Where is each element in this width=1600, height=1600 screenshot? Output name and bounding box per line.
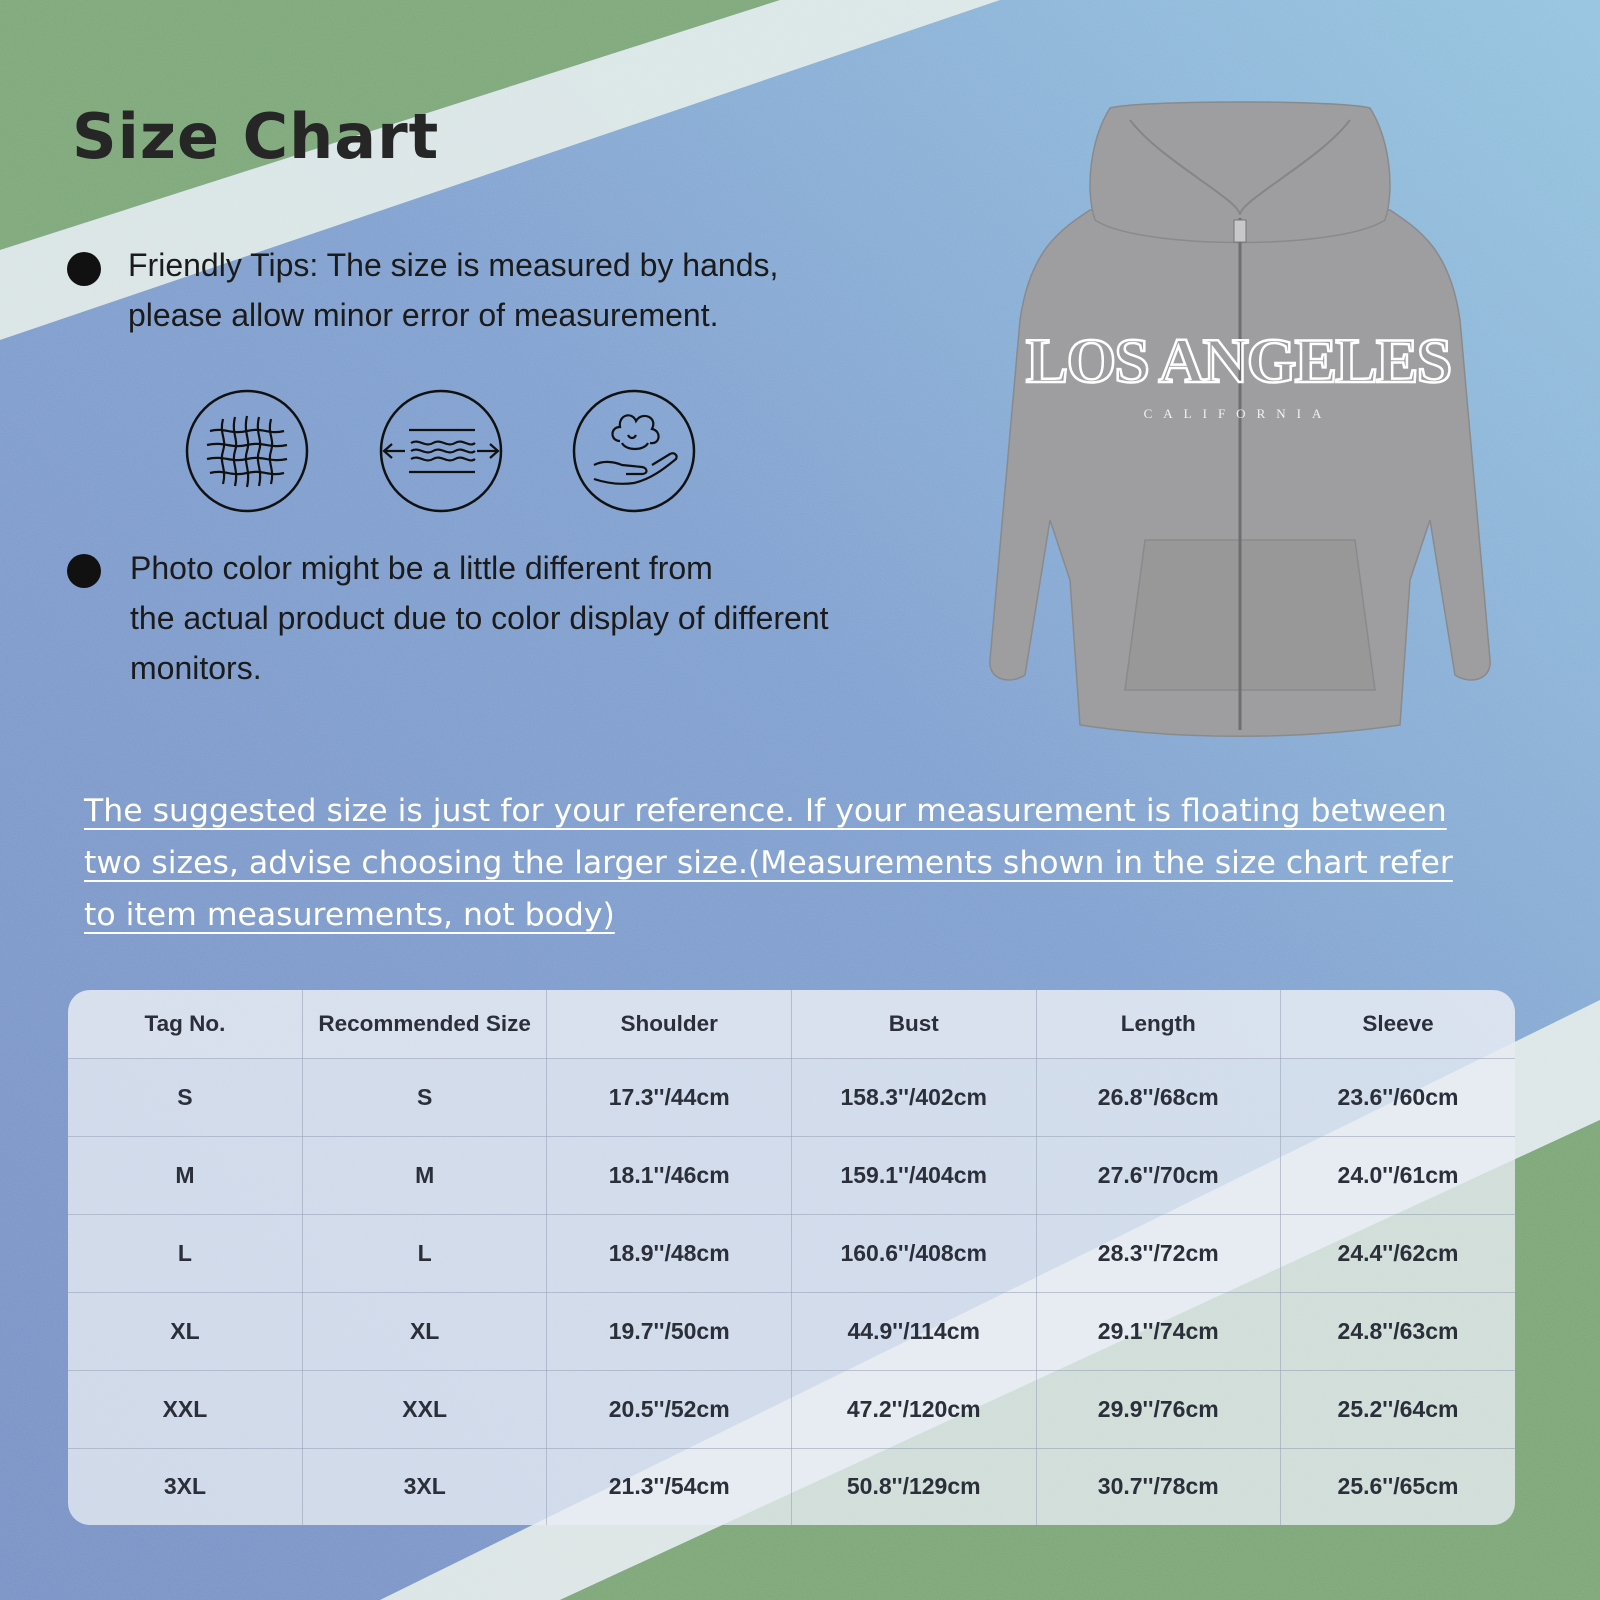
- table-cell: XL: [302, 1292, 547, 1370]
- table-cell: 23.6''/60cm: [1281, 1059, 1515, 1137]
- table-row: [68, 1059, 1515, 1137]
- table-cell: 158.3''/402cm: [791, 1059, 1036, 1137]
- table-cell: XXL: [302, 1370, 547, 1448]
- table-cell: 24.4''/62cm: [1281, 1214, 1515, 1292]
- table-cell: S: [302, 1059, 547, 1137]
- table-cell: 50.8''/129cm: [791, 1448, 1036, 1525]
- table-header-row: [68, 990, 1515, 1059]
- table-cell: 47.2''/120cm: [791, 1370, 1036, 1448]
- table-cell: 160.6''/408cm: [791, 1214, 1036, 1292]
- size-table: [68, 990, 1515, 1525]
- table-cell: M: [68, 1136, 302, 1214]
- table-cell: 3XL: [302, 1448, 547, 1525]
- tip-line: the actual product due to color display of different: [130, 600, 829, 636]
- table-cell: 20.5''/52cm: [547, 1370, 792, 1448]
- table-row: [68, 1292, 1515, 1370]
- hoodie-print-text: LOS ANGELES: [1025, 325, 1451, 396]
- table-cell: S: [68, 1059, 302, 1137]
- table-cell: 3XL: [68, 1448, 302, 1525]
- table-cell: 28.3''/72cm: [1036, 1214, 1281, 1292]
- header-tag-no: Tag No.: [68, 990, 302, 1059]
- tip-measurement: [128, 240, 778, 340]
- tip-line: please allow minor error of measurement.: [128, 297, 719, 333]
- table-cell: 17.3''/44cm: [547, 1059, 792, 1137]
- hoodie-print-subtext: CALIFORNIA: [1143, 406, 1333, 421]
- table-row: [68, 1370, 1515, 1448]
- table-cell: 24.8''/63cm: [1281, 1292, 1515, 1370]
- table-cell: 18.9''/48cm: [547, 1214, 792, 1292]
- table-cell: L: [68, 1214, 302, 1292]
- note-line: The suggested size is just for your reference. If your measurement is floating between: [84, 793, 1447, 829]
- table-cell: 159.1''/404cm: [791, 1136, 1036, 1214]
- stretch-icon: [379, 389, 503, 513]
- tip-line: Friendly Tips: The size is measured by hands,: [128, 247, 779, 283]
- table-cell: 27.6''/70cm: [1036, 1136, 1281, 1214]
- table-cell: 26.8''/68cm: [1036, 1059, 1281, 1137]
- tip-photo-color: [130, 543, 829, 693]
- table-cell: 21.3''/54cm: [547, 1448, 792, 1525]
- note-line: two sizes, advise choosing the larger size.(Measurements shown in the size chart refer: [84, 845, 1453, 881]
- table-cell: 25.6''/65cm: [1281, 1448, 1515, 1525]
- header-length: Length: [1036, 990, 1281, 1059]
- header-bust: Bust: [791, 990, 1036, 1059]
- tip-line: monitors.: [130, 650, 262, 686]
- hoodie-image: [980, 100, 1520, 760]
- table-cell: 25.2''/64cm: [1281, 1370, 1515, 1448]
- fabric-weave-icon: [185, 389, 309, 513]
- tip-line: Photo color might be a little different from: [130, 550, 713, 586]
- table-cell: 29.9''/76cm: [1036, 1370, 1281, 1448]
- table-row: [68, 1448, 1515, 1525]
- table-cell: M: [302, 1136, 547, 1214]
- bullet-dot: [67, 554, 101, 588]
- header-sleeve: Sleeve: [1281, 990, 1515, 1059]
- cotton-hand-icon: [572, 389, 696, 513]
- header-shoulder: Shoulder: [547, 990, 792, 1059]
- bullet-dot: [67, 252, 101, 286]
- table-row: [68, 1136, 1515, 1214]
- table-cell: XXL: [68, 1370, 302, 1448]
- table-cell: L: [302, 1214, 547, 1292]
- table-cell: XL: [68, 1292, 302, 1370]
- size-reference-note: [84, 785, 1504, 941]
- header-recommended-size: Recommended Size: [302, 990, 547, 1059]
- note-line: to item measurements, not body): [84, 897, 615, 933]
- table-row: [68, 1214, 1515, 1292]
- table-cell: 44.9''/114cm: [791, 1292, 1036, 1370]
- table-cell: 18.1''/46cm: [547, 1136, 792, 1214]
- table-cell: 24.0''/61cm: [1281, 1136, 1515, 1214]
- table-cell: 30.7''/78cm: [1036, 1448, 1281, 1525]
- table-cell: 29.1''/74cm: [1036, 1292, 1281, 1370]
- page-title: Size Chart: [72, 100, 440, 173]
- table-cell: 19.7''/50cm: [547, 1292, 792, 1370]
